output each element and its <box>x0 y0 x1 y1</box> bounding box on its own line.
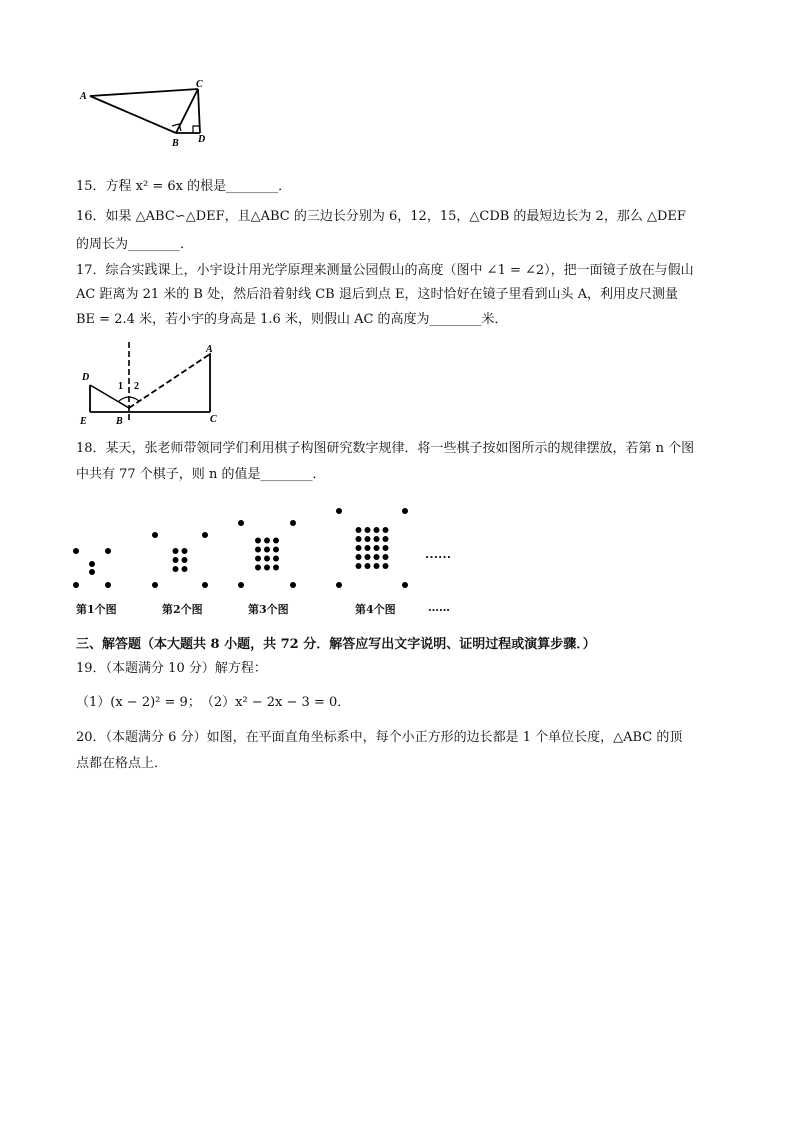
center-dot <box>255 538 261 544</box>
corner-dot <box>402 508 408 514</box>
figure-caption-4: 第4个图 <box>355 603 396 616</box>
question-18-line1: 18．某天，张老师带领同学们利用棋子构图研究数字规律．将一些棋子按如图所示的规律摆放，若第 n 个图 <box>76 441 695 456</box>
question-20-line1: 20．（本题满分 6 分）如图，在平面直角坐标系中，每个小正方形的边长都是 1 个单位长度，△ABC 的顶 <box>76 730 683 745</box>
corner-dot <box>336 582 342 588</box>
corner-dot <box>402 582 408 588</box>
center-dot <box>374 554 380 560</box>
question-18-line2: 中共有 77 个棋子，则 n 的值是________． <box>76 467 326 482</box>
figure-caption-ellipsis: …… <box>428 601 450 614</box>
question-17-line2: AC 距离为 21 米的 B 处，然后沿着射线 CB 退后到点 E，这时恰好在镜子里看到山头 A，利用皮尺测量 <box>76 287 678 302</box>
mirror-figure <box>76 338 226 428</box>
point-a-label: A <box>80 91 87 102</box>
angle-1-label: 1 <box>118 381 123 392</box>
center-dot <box>89 569 95 575</box>
question-20-line2: 点都在格点上． <box>76 756 168 771</box>
center-dot <box>255 547 261 553</box>
center-dot <box>383 554 389 560</box>
figure-caption-2: 第2个图 <box>162 603 203 616</box>
corner-dot <box>290 582 296 588</box>
triangle-figure <box>76 78 226 150</box>
figure-caption-1: 第1个图 <box>76 603 117 616</box>
angle-2-label: 2 <box>134 381 139 392</box>
question-19-line2: （1）(x − 2)² = 9； （2）x² − 2x − 3 = 0． <box>76 695 351 710</box>
point-e-label: E <box>80 416 87 427</box>
point-c-label: C <box>196 79 203 90</box>
center-dot <box>374 563 380 569</box>
center-dot <box>383 563 389 569</box>
center-dot <box>356 536 362 542</box>
center-dot <box>89 561 95 567</box>
center-dot <box>383 536 389 542</box>
point-b-label: B <box>116 416 123 427</box>
corner-dot <box>152 532 158 538</box>
center-dot <box>365 563 371 569</box>
center-dot <box>255 556 261 562</box>
center-dot <box>273 556 279 562</box>
center-dot <box>173 548 179 554</box>
center-dot <box>173 557 179 563</box>
center-dot <box>255 565 261 571</box>
corner-dot <box>73 548 79 554</box>
center-dot <box>383 527 389 533</box>
corner-dot <box>152 582 158 588</box>
pattern-ellipsis: …… <box>425 546 451 561</box>
center-dot <box>273 547 279 553</box>
question-15: 15．方程 x² = 6x 的根是________． <box>76 179 292 194</box>
center-dot <box>365 545 371 551</box>
corner-dot <box>202 532 208 538</box>
corner-dot <box>238 520 244 526</box>
center-dot <box>182 557 188 563</box>
corner-dot <box>202 582 208 588</box>
center-dot <box>273 538 279 544</box>
center-dot <box>182 548 188 554</box>
question-17-line1: 17．综合实践课上，小宇设计用光学原理来测量公园假山的高度（图中 ∠1 = ∠2），把一面镜子放在与假山 <box>76 263 694 278</box>
center-dot <box>356 527 362 533</box>
corner-dot <box>73 582 79 588</box>
center-dot <box>173 566 179 572</box>
point-d-label: D <box>82 372 90 383</box>
center-dot <box>356 545 362 551</box>
center-dot <box>264 556 270 562</box>
point-c-label: C <box>210 414 217 425</box>
center-dot <box>264 547 270 553</box>
center-dot <box>365 527 371 533</box>
corner-dot <box>105 582 111 588</box>
corner-dot <box>105 548 111 554</box>
center-dot <box>273 565 279 571</box>
question-16-line2: 的周长为________． <box>76 237 194 252</box>
center-dot <box>356 563 362 569</box>
center-dot <box>356 554 362 560</box>
corner-dot <box>290 520 296 526</box>
question-19-line1: 19．（本题满分 10 分）解方程： <box>76 661 267 676</box>
center-dot <box>374 545 380 551</box>
center-dot <box>365 536 371 542</box>
question-17-line3: BE = 2.4 米，若小宇的身高是 1.6 米，则假山 AC 的高度为________米． <box>76 312 508 327</box>
section-3-heading: 三、解答题（本大题共 8 小题，共 72 分．解答应写出文字说明、证明过程或演算步骤．） <box>76 637 596 652</box>
point-a-label: A <box>206 344 213 355</box>
dot-pattern-figure <box>70 505 470 595</box>
point-b-label: B <box>172 138 179 149</box>
center-dot <box>374 527 380 533</box>
center-dot <box>383 545 389 551</box>
corner-dot <box>336 508 342 514</box>
question-16-line1: 16．如果 △ABC∽△DEF，且△ABC 的三边长分别为 6，12，15，△CDB 的最短边长为 2，那么 △DEF <box>76 209 686 224</box>
figure-caption-3: 第3个图 <box>248 603 289 616</box>
center-dot <box>374 536 380 542</box>
center-dot <box>264 538 270 544</box>
center-dot <box>264 565 270 571</box>
point-d-label: D <box>198 134 206 145</box>
corner-dot <box>238 582 244 588</box>
center-dot <box>365 554 371 560</box>
center-dot <box>182 566 188 572</box>
